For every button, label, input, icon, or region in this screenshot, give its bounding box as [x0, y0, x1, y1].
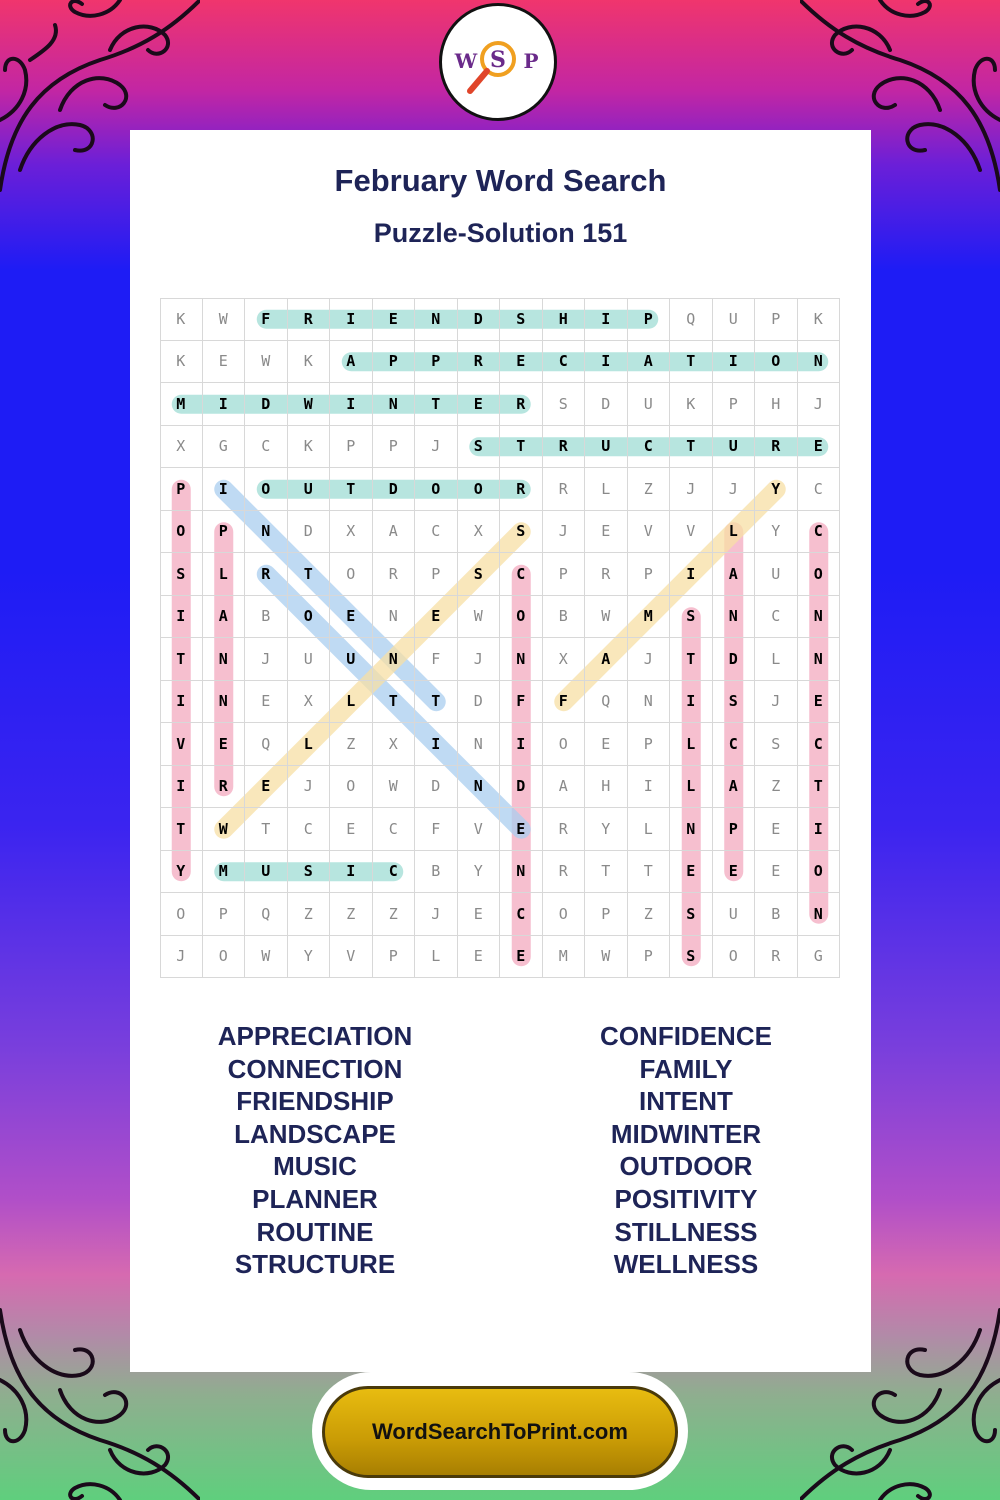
- grid-cell[interactable]: W: [245, 341, 288, 384]
- puzzle-card: [130, 130, 871, 1372]
- grid-cell[interactable]: P: [628, 298, 671, 341]
- word-list-left: [130, 1020, 500, 1281]
- grid-cell[interactable]: K: [160, 341, 203, 384]
- grid-cell[interactable]: E: [330, 808, 373, 851]
- grid-cell[interactable]: I: [670, 553, 713, 596]
- grid-cell[interactable]: D: [458, 298, 501, 341]
- grid-cell[interactable]: L: [330, 681, 373, 724]
- grid-cell[interactable]: Z: [628, 468, 671, 511]
- grid-cell[interactable]: B: [415, 851, 458, 894]
- grid-cell[interactable]: I: [203, 468, 246, 511]
- grid-cell[interactable]: P: [160, 468, 203, 511]
- grid-cell[interactable]: S: [670, 936, 713, 979]
- grid-cell[interactable]: O: [543, 893, 586, 936]
- grid-cell[interactable]: U: [288, 468, 331, 511]
- word-list-item: FRIENDSHIP: [236, 1086, 394, 1117]
- word-list-item: OUTDOOR: [619, 1151, 753, 1182]
- grid-cell[interactable]: U: [713, 426, 756, 469]
- word-list-item: WELLNESS: [613, 1249, 759, 1280]
- grid-cell[interactable]: J: [415, 426, 458, 469]
- grid-cell[interactable]: X: [458, 511, 501, 554]
- grid-cell[interactable]: E: [373, 298, 416, 341]
- grid-cell[interactable]: D: [713, 638, 756, 681]
- grid-cell[interactable]: O: [713, 936, 756, 979]
- grid-cell[interactable]: E: [203, 723, 246, 766]
- word-list-item: CONFIDENCE: [600, 1021, 772, 1051]
- word-list-item: FAMILY: [639, 1053, 733, 1084]
- grid-cell[interactable]: A: [203, 596, 246, 639]
- word-list-item: INTENT: [639, 1086, 733, 1117]
- grid-cell[interactable]: R: [245, 553, 288, 596]
- grid-cell[interactable]: I: [160, 681, 203, 724]
- grid-cell[interactable]: N: [373, 596, 416, 639]
- grid-cell[interactable]: A: [330, 341, 373, 384]
- grid-cell[interactable]: Y: [755, 511, 798, 554]
- word-search-grid: [160, 298, 840, 978]
- grid-cell[interactable]: V: [628, 511, 671, 554]
- grid-cell[interactable]: N: [458, 766, 501, 809]
- grid-cell[interactable]: C: [500, 553, 543, 596]
- website-link-button[interactable]: WordSearchToPrint.com: [322, 1386, 678, 1478]
- grid-cell[interactable]: C: [288, 808, 331, 851]
- grid-cell[interactable]: Z: [373, 893, 416, 936]
- grid-cell[interactable]: M: [203, 851, 246, 894]
- grid-cell[interactable]: I: [713, 341, 756, 384]
- grid-cell[interactable]: P: [415, 341, 458, 384]
- grid-cell[interactable]: L: [670, 723, 713, 766]
- grid-cell[interactable]: N: [798, 341, 841, 384]
- grid-cell[interactable]: R: [458, 341, 501, 384]
- grid-cell[interactable]: C: [798, 468, 841, 511]
- grid-cell[interactable]: J: [628, 638, 671, 681]
- grid-cell[interactable]: Y: [288, 936, 331, 979]
- grid-cell[interactable]: E: [330, 596, 373, 639]
- grid-cell[interactable]: O: [288, 596, 331, 639]
- grid-cell[interactable]: X: [288, 681, 331, 724]
- word-list-item: ROUTINE: [256, 1216, 374, 1247]
- grid-cell[interactable]: N: [500, 638, 543, 681]
- grid-cell[interactable]: T: [160, 638, 203, 681]
- grid-cell[interactable]: C: [543, 341, 586, 384]
- word-list-item: MUSIC: [273, 1151, 357, 1182]
- grid-cell[interactable]: T: [288, 553, 331, 596]
- grid-cell[interactable]: L: [585, 468, 628, 511]
- grid-cell[interactable]: E: [245, 766, 288, 809]
- grid-cell[interactable]: Q: [245, 723, 288, 766]
- grid-cell[interactable]: E: [585, 723, 628, 766]
- grid-cell[interactable]: F: [415, 808, 458, 851]
- grid-cell[interactable]: E: [458, 893, 501, 936]
- grid-cell[interactable]: C: [373, 808, 416, 851]
- grid-cell[interactable]: X: [160, 426, 203, 469]
- grid-cell[interactable]: F: [415, 638, 458, 681]
- grid-cell[interactable]: X: [543, 638, 586, 681]
- grid-cell[interactable]: W: [585, 936, 628, 979]
- grid-cell[interactable]: K: [288, 341, 331, 384]
- grid-cell[interactable]: Y: [458, 851, 501, 894]
- grid-cell[interactable]: O: [543, 723, 586, 766]
- grid-cell[interactable]: N: [628, 681, 671, 724]
- grid-cell[interactable]: E: [245, 681, 288, 724]
- logo-letter-w: W: [454, 49, 478, 73]
- grid-cell[interactable]: N: [373, 638, 416, 681]
- grid-cell[interactable]: N: [245, 511, 288, 554]
- grid-cell[interactable]: M: [160, 383, 203, 426]
- grid-cell[interactable]: P: [415, 553, 458, 596]
- grid-cell[interactable]: P: [203, 893, 246, 936]
- grid-cell[interactable]: S: [670, 596, 713, 639]
- grid-cell[interactable]: P: [755, 298, 798, 341]
- grid-cell[interactable]: A: [713, 553, 756, 596]
- grid-cell[interactable]: B: [245, 596, 288, 639]
- grid-cell[interactable]: S: [713, 681, 756, 724]
- grid-cell[interactable]: O: [330, 553, 373, 596]
- grid-cell[interactable]: O: [160, 511, 203, 554]
- grid-cell[interactable]: G: [203, 426, 246, 469]
- grid-cell[interactable]: K: [798, 298, 841, 341]
- grid-cell[interactable]: T: [628, 851, 671, 894]
- grid-cell[interactable]: T: [415, 383, 458, 426]
- grid-cell[interactable]: W: [458, 596, 501, 639]
- grid-cell[interactable]: C: [628, 426, 671, 469]
- grid-cell[interactable]: U: [330, 638, 373, 681]
- grid-cell[interactable]: N: [415, 298, 458, 341]
- logo[interactable]: [439, 3, 557, 121]
- grid-cell[interactable]: R: [755, 936, 798, 979]
- grid-cell[interactable]: A: [585, 638, 628, 681]
- grid-cell[interactable]: S: [160, 553, 203, 596]
- grid-cell[interactable]: F: [543, 681, 586, 724]
- grid-cell[interactable]: C: [373, 851, 416, 894]
- grid-cell[interactable]: I: [585, 298, 628, 341]
- grid-cell[interactable]: J: [670, 468, 713, 511]
- grid-cell[interactable]: E: [500, 341, 543, 384]
- grid-cell[interactable]: J: [713, 468, 756, 511]
- grid-cell[interactable]: P: [373, 341, 416, 384]
- grid-cell[interactable]: I: [330, 383, 373, 426]
- grid-cell[interactable]: U: [713, 893, 756, 936]
- grid-cell[interactable]: S: [458, 553, 501, 596]
- grid-cell[interactable]: S: [543, 383, 586, 426]
- grid-cell[interactable]: O: [245, 468, 288, 511]
- grid-cell[interactable]: T: [373, 681, 416, 724]
- grid-cell[interactable]: I: [330, 851, 373, 894]
- grid-cell[interactable]: E: [798, 681, 841, 724]
- grid-cell[interactable]: O: [160, 893, 203, 936]
- word-list-item: POSITIVITY: [614, 1183, 758, 1214]
- word-list-item: STILLNESS: [614, 1216, 758, 1247]
- grid-cell[interactable]: K: [288, 426, 331, 469]
- grid-cell[interactable]: Y: [585, 808, 628, 851]
- grid-cell[interactable]: V: [330, 936, 373, 979]
- grid-cell[interactable]: L: [203, 553, 246, 596]
- grid-cell[interactable]: P: [628, 723, 671, 766]
- grid-cell[interactable]: E: [458, 936, 501, 979]
- grid-cell[interactable]: O: [500, 596, 543, 639]
- word-list-item: MIDWINTER: [610, 1118, 762, 1149]
- word-list-item: STRUCTURE: [234, 1249, 396, 1280]
- grid-cell[interactable]: I: [330, 298, 373, 341]
- grid-cell[interactable]: J: [458, 638, 501, 681]
- grid-cell[interactable]: I: [585, 341, 628, 384]
- word-list-item: APPRECIATION: [217, 1021, 413, 1051]
- grid-cell[interactable]: P: [628, 553, 671, 596]
- grid-cell[interactable]: E: [415, 596, 458, 639]
- grid-cell[interactable]: Z: [755, 766, 798, 809]
- grid-cell[interactable]: N: [458, 723, 501, 766]
- grid-cell[interactable]: I: [160, 766, 203, 809]
- grid-cell[interactable]: R: [543, 851, 586, 894]
- grid-cell[interactable]: O: [798, 553, 841, 596]
- grid-cell[interactable]: A: [543, 766, 586, 809]
- grid-cell[interactable]: O: [415, 468, 458, 511]
- grid-cell[interactable]: O: [755, 341, 798, 384]
- grid-cell[interactable]: T: [670, 426, 713, 469]
- grid-cell[interactable]: P: [713, 808, 756, 851]
- grid-cell[interactable]: X: [330, 511, 373, 554]
- grid-cell[interactable]: O: [458, 468, 501, 511]
- grid-cell[interactable]: F: [245, 298, 288, 341]
- grid-cell[interactable]: R: [288, 298, 331, 341]
- grid-cell[interactable]: J: [288, 766, 331, 809]
- grid-cell[interactable]: R: [585, 553, 628, 596]
- grid-cell[interactable]: C: [798, 511, 841, 554]
- grid-cell[interactable]: E: [755, 851, 798, 894]
- grid-cell[interactable]: S: [755, 723, 798, 766]
- grid-cell[interactable]: P: [203, 511, 246, 554]
- word-list-item: LANDSCAPE: [234, 1118, 396, 1149]
- grid-cell[interactable]: U: [713, 298, 756, 341]
- grid-cell[interactable]: I: [500, 723, 543, 766]
- grid-cell[interactable]: L: [755, 638, 798, 681]
- grid-cell[interactable]: M: [628, 596, 671, 639]
- grid-cell[interactable]: J: [160, 936, 203, 979]
- grid-cell[interactable]: L: [628, 808, 671, 851]
- grid-cell[interactable]: U: [585, 426, 628, 469]
- grid-cell[interactable]: P: [373, 936, 416, 979]
- grid-cell[interactable]: D: [245, 383, 288, 426]
- grid-cell[interactable]: R: [500, 468, 543, 511]
- grid-cell[interactable]: R: [543, 808, 586, 851]
- grid-cell[interactable]: S: [670, 893, 713, 936]
- grid-cell[interactable]: I: [628, 766, 671, 809]
- grid-cell[interactable]: N: [670, 808, 713, 851]
- word-list-right: [501, 1020, 871, 1281]
- grid-cell[interactable]: R: [203, 766, 246, 809]
- grid-cell[interactable]: R: [500, 383, 543, 426]
- grid-cell[interactable]: T: [798, 766, 841, 809]
- grid-cell[interactable]: S: [500, 298, 543, 341]
- grid-cell[interactable]: Z: [330, 723, 373, 766]
- grid-cell[interactable]: X: [373, 723, 416, 766]
- grid-cell[interactable]: E: [755, 808, 798, 851]
- grid-cell[interactable]: N: [798, 893, 841, 936]
- grid-cell[interactable]: N: [203, 638, 246, 681]
- grid-cell[interactable]: H: [543, 298, 586, 341]
- grid-cell[interactable]: B: [755, 893, 798, 936]
- grid-cell[interactable]: U: [245, 851, 288, 894]
- grid-cell[interactable]: P: [373, 426, 416, 469]
- grid-cell[interactable]: C: [755, 596, 798, 639]
- grid-cell[interactable]: Q: [585, 681, 628, 724]
- grid-cell[interactable]: N: [798, 596, 841, 639]
- grid-cell[interactable]: P: [628, 936, 671, 979]
- grid-cell[interactable]: E: [670, 851, 713, 894]
- grid-cell[interactable]: R: [543, 468, 586, 511]
- grid-cell[interactable]: I: [415, 723, 458, 766]
- grid-cell[interactable]: W: [585, 596, 628, 639]
- grid-cell[interactable]: U: [755, 553, 798, 596]
- grid-cell[interactable]: D: [585, 383, 628, 426]
- grid-cell[interactable]: V: [160, 723, 203, 766]
- grid-cell[interactable]: C: [798, 723, 841, 766]
- grid-cell[interactable]: N: [500, 851, 543, 894]
- grid-cell[interactable]: E: [798, 426, 841, 469]
- grid-cell[interactable]: C: [415, 511, 458, 554]
- grid-cell[interactable]: I: [160, 596, 203, 639]
- grid-cell[interactable]: H: [585, 766, 628, 809]
- grid-cell[interactable]: Q: [245, 893, 288, 936]
- grid-cell[interactable]: M: [543, 936, 586, 979]
- grid-cell[interactable]: P: [543, 553, 586, 596]
- grid-cell[interactable]: W: [245, 936, 288, 979]
- grid-cell[interactable]: D: [458, 681, 501, 724]
- page-subtitle: Puzzle-Solution 151: [373, 218, 628, 248]
- grid-cell[interactable]: T: [330, 468, 373, 511]
- grid-cell[interactable]: T: [670, 638, 713, 681]
- grid-cell[interactable]: E: [500, 808, 543, 851]
- grid-cell[interactable]: E: [585, 511, 628, 554]
- grid-cell[interactable]: J: [415, 893, 458, 936]
- grid-cell[interactable]: A: [373, 511, 416, 554]
- grid-cell[interactable]: P: [713, 383, 756, 426]
- grid-cell[interactable]: O: [798, 851, 841, 894]
- logo-letter-s: S: [490, 47, 506, 73]
- grid-cell[interactable]: S: [288, 851, 331, 894]
- grid-cell[interactable]: W: [203, 298, 246, 341]
- grid-cell[interactable]: N: [373, 383, 416, 426]
- grid-cell[interactable]: V: [458, 808, 501, 851]
- grid-cell[interactable]: J: [543, 511, 586, 554]
- grid-cell[interactable]: T: [245, 808, 288, 851]
- grid-cell[interactable]: R: [543, 426, 586, 469]
- grid-cell[interactable]: N: [203, 681, 246, 724]
- grid-cell[interactable]: Z: [288, 893, 331, 936]
- grid-cell[interactable]: Z: [628, 893, 671, 936]
- grid-cell[interactable]: U: [628, 383, 671, 426]
- grid-cell[interactable]: G: [798, 936, 841, 979]
- grid-cell[interactable]: L: [713, 511, 756, 554]
- grid-cell[interactable]: A: [713, 766, 756, 809]
- grid-cell[interactable]: I: [798, 808, 841, 851]
- grid-cell[interactable]: Y: [755, 468, 798, 511]
- grid-cell[interactable]: P: [330, 426, 373, 469]
- grid-cell[interactable]: L: [288, 723, 331, 766]
- grid-cell[interactable]: P: [585, 893, 628, 936]
- word-list-item: PLANNER: [252, 1183, 378, 1214]
- grid-cell[interactable]: S: [500, 511, 543, 554]
- grid-cell[interactable]: T: [500, 426, 543, 469]
- grid-cell[interactable]: U: [288, 638, 331, 681]
- page-title: February Word Search: [334, 163, 667, 198]
- grid-cell[interactable]: D: [373, 468, 416, 511]
- grid-cell[interactable]: O: [330, 766, 373, 809]
- grid-cell[interactable]: C: [713, 723, 756, 766]
- grid-cell[interactable]: R: [373, 553, 416, 596]
- grid-cell[interactable]: E: [203, 341, 246, 384]
- grid-cell[interactable]: W: [288, 383, 331, 426]
- grid-cell[interactable]: I: [203, 383, 246, 426]
- logo-letter-p: P: [523, 49, 539, 73]
- grid-cell[interactable]: Q: [670, 298, 713, 341]
- grid-cell[interactable]: L: [670, 766, 713, 809]
- grid-cell[interactable]: C: [500, 893, 543, 936]
- grid-cell[interactable]: J: [755, 681, 798, 724]
- grid-cell[interactable]: D: [288, 511, 331, 554]
- grid-cell[interactable]: Z: [330, 893, 373, 936]
- grid-cell[interactable]: T: [585, 851, 628, 894]
- grid-cell[interactable]: N: [798, 638, 841, 681]
- grid-cell[interactable]: T: [160, 808, 203, 851]
- grid-cell[interactable]: O: [203, 936, 246, 979]
- grid-cell[interactable]: D: [500, 766, 543, 809]
- grid-cell[interactable]: L: [415, 936, 458, 979]
- grid-cell[interactable]: F: [500, 681, 543, 724]
- grid-cell[interactable]: A: [628, 341, 671, 384]
- grid-cell[interactable]: E: [713, 851, 756, 894]
- grid-cell[interactable]: E: [500, 936, 543, 979]
- grid-cell[interactable]: N: [713, 596, 756, 639]
- grid-cell[interactable]: W: [373, 766, 416, 809]
- grid-cell[interactable]: D: [415, 766, 458, 809]
- grid-cell[interactable]: H: [755, 383, 798, 426]
- grid-cell[interactable]: V: [670, 511, 713, 554]
- grid-cell[interactable]: E: [458, 383, 501, 426]
- grid-cell[interactable]: Y: [160, 851, 203, 894]
- grid-cell[interactable]: S: [458, 426, 501, 469]
- grid-cell[interactable]: T: [670, 341, 713, 384]
- grid-cell[interactable]: K: [670, 383, 713, 426]
- grid-cell[interactable]: B: [543, 596, 586, 639]
- grid-cell[interactable]: R: [755, 426, 798, 469]
- grid-cell[interactable]: J: [798, 383, 841, 426]
- grid-cell[interactable]: I: [670, 681, 713, 724]
- grid-cell[interactable]: C: [245, 426, 288, 469]
- grid-cell[interactable]: K: [160, 298, 203, 341]
- footer: [312, 1372, 688, 1490]
- word-list-item: CONNECTION: [227, 1053, 403, 1084]
- grid-cell[interactable]: W: [203, 808, 246, 851]
- grid-cell[interactable]: T: [415, 681, 458, 724]
- grid-cell[interactable]: J: [245, 638, 288, 681]
